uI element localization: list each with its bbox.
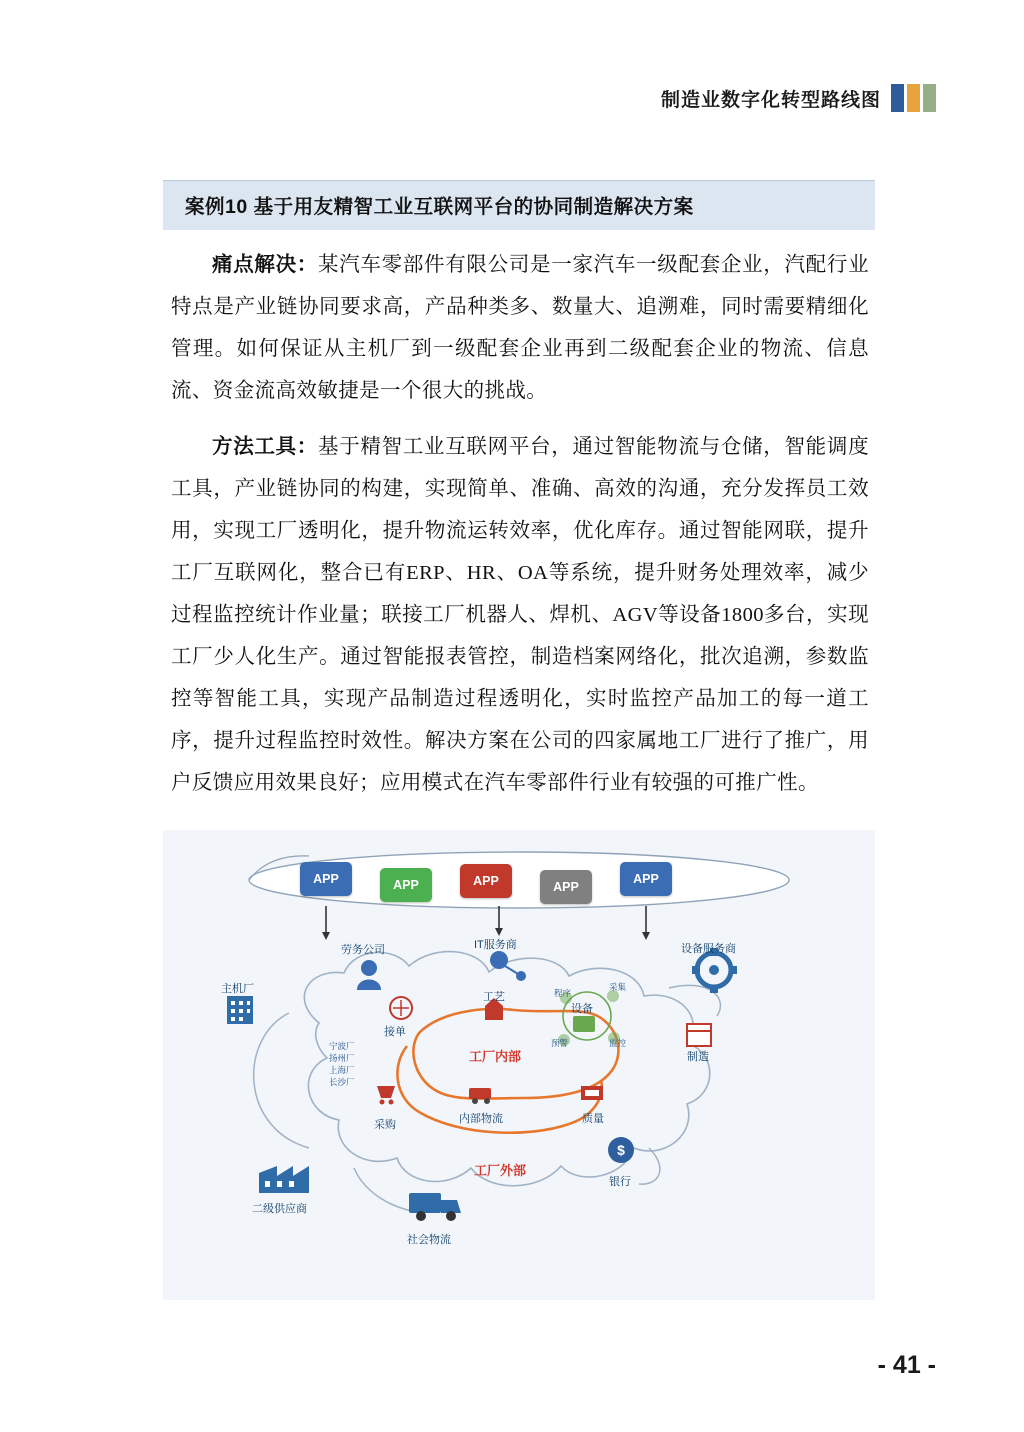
page-number: - 41 - <box>877 1351 936 1379</box>
diagram-label: 采集 <box>609 982 627 992</box>
paragraph-pain-points <box>171 244 869 412</box>
diagram-label: 银行 <box>609 1176 631 1188</box>
app-pill: APP <box>620 862 672 896</box>
paragraph-text: 基于精智工业互联网平台，通过智能物流与仓储，智能调度工具，产业链协同的构建，实现简单、准确、高效的沟通，充分发挥员工效用，实现工厂透明化，提升物流运转效率，优化库存。通过智能网联，提升工厂互联网化，整合已有ERP、HR、OA等系统，提升财务处理效率，减少过程监控统计作业量；联接工厂机器人、焊机、AGV等设备1800多台，实现工厂少人化生产。通过智能报表管控，制造档案网络化，批次追溯，参数监控等智能工具，实现产品制造过程透明化，实时监控产品加工的每一道工序，提升过程监控时效性。解决方案在公司的四家属地工厂进行了推广，用户反馈应用效果良好；应用模式在汽车零部件行业有较强的可推广性。 <box>171 436 869 794</box>
diagram-label: 社会物流 <box>407 1234 451 1246</box>
paragraph-text: 某汽车零部件有限公司是一家汽车一级配套企业，汽配行业特点是产业链协同要求高，产品种类多、数量大、追溯难，同时需要精细化管理。如何保证从主机厂到一级配套企业再到二级配套企业的物流、信息流、资金流高效敏捷是一个很大的挑战。 <box>171 254 869 402</box>
diagram-label: 劳务公司 <box>341 944 385 956</box>
diagram-label: 设备服务商 <box>681 943 736 955</box>
diagram-label: 制造 <box>687 1051 709 1063</box>
paragraph-lead: 方法工具： <box>212 435 319 458</box>
diagram-label: 采购 <box>374 1119 396 1131</box>
paragraph-lead: 痛点解决： <box>212 253 319 276</box>
diagram-label: 质量 <box>582 1113 604 1125</box>
diagram-label: 扬州厂 <box>329 1053 355 1063</box>
diagram-label: 设备 <box>571 1003 593 1015</box>
mark-orange-icon <box>907 84 920 112</box>
mark-blue-icon <box>891 84 904 112</box>
mark-green-icon <box>923 84 936 112</box>
diagram-label-factory-internal: 工厂内部 <box>469 1049 522 1064</box>
page-header <box>661 84 936 112</box>
svg-text:$: $ <box>617 1142 625 1158</box>
diagram-label: 接单 <box>384 1026 406 1038</box>
case-body <box>163 244 875 804</box>
header-color-marks <box>891 84 936 112</box>
diagram-label-factory-external: 工厂外部 <box>474 1163 527 1178</box>
figure-container <box>163 830 875 1300</box>
diagram-label: 长沙厂 <box>329 1077 355 1087</box>
diagram-label: 监控 <box>609 1038 627 1048</box>
diagram-label: 主机厂 <box>221 983 254 995</box>
case-title: 案例10 基于用友精智工业互联网平台的协同制造解决方案 <box>163 180 875 230</box>
app-pill: APP <box>380 868 432 902</box>
case-content <box>163 180 875 1300</box>
diagram-label: 预警 <box>551 1038 569 1048</box>
diagram-label: 二级供应商 <box>252 1203 307 1215</box>
architecture-diagram <box>169 848 869 1278</box>
diagram-label: IT服务商 <box>474 939 517 951</box>
app-pill: APP <box>540 870 592 904</box>
paragraph-methods <box>171 426 869 804</box>
app-pill: APP <box>300 862 352 896</box>
diagram-label: 工艺 <box>483 991 505 1003</box>
diagram-label: 上海厂 <box>329 1065 355 1075</box>
app-pill: APP <box>460 864 512 898</box>
diagram-label: 程序 <box>554 988 572 998</box>
header-title: 制造业数字化转型路线图 <box>660 89 881 111</box>
diagram-label: 内部物流 <box>459 1113 503 1125</box>
diagram-label: 宁波厂 <box>329 1041 355 1051</box>
